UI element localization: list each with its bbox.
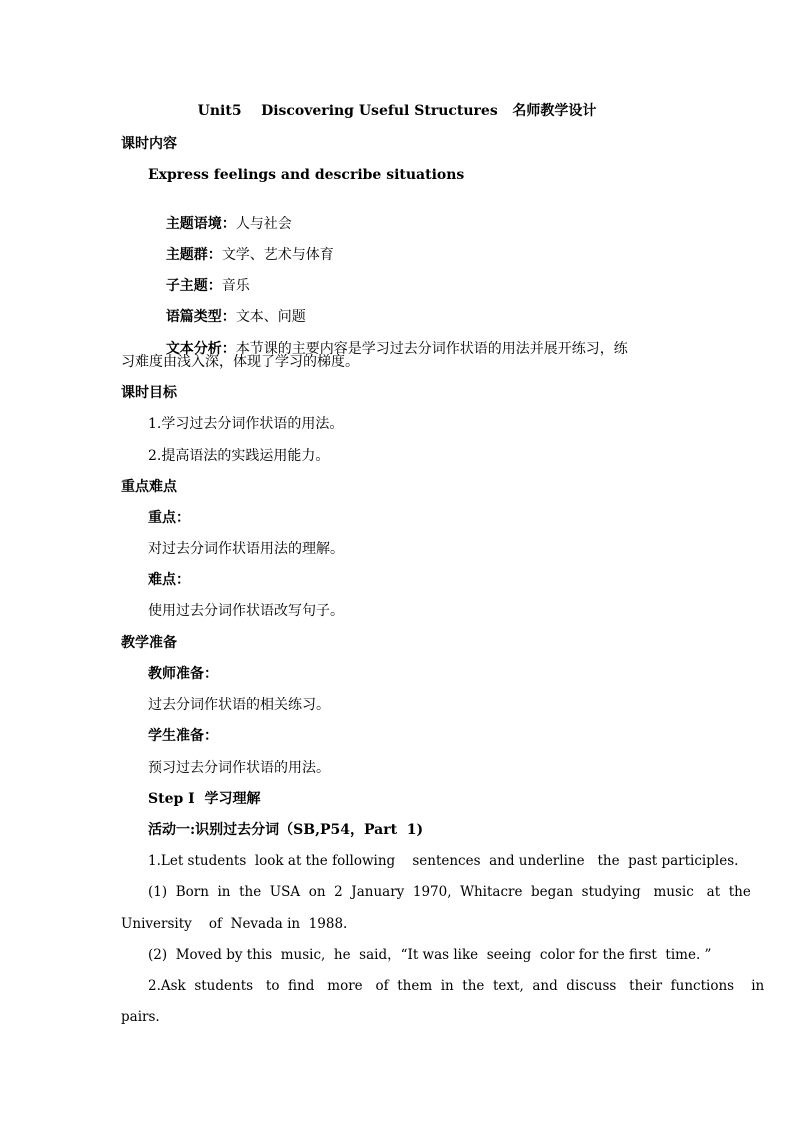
goal-item-2: 2.提高语法的实践运用能力。: [148, 448, 330, 464]
section-heading-content: 课时内容: [121, 136, 177, 152]
instruction-1: 1.Let students look at the following sentences and underline the past participles.: [148, 853, 739, 869]
document-title: Unit5 Discovering Useful Structures 名师教学设计: [197, 103, 597, 119]
difficult-point-value: 使用过去分词作状语改写句子。: [148, 603, 344, 619]
section-heading-key-points: 重点难点: [121, 479, 177, 495]
instruction-2-line1: 2.Ask students to find more of them in the text, and discuss their functions in: [148, 978, 765, 994]
difficult-point-label: 难点：: [148, 572, 190, 588]
genre-value: 文本、问题: [235, 309, 306, 325]
example-2: (2) Moved by this music, he said，“It was like seeing color for the first time. ”: [148, 947, 712, 963]
theme-context-value: 人与社会: [235, 216, 292, 232]
analysis-label: 文本分析：: [165, 341, 236, 357]
example-1-line1: (1) Born in the USA on 2 January 1970, Whitacre began studying music at the: [148, 884, 751, 900]
section-heading-preparation: 教学准备: [121, 635, 177, 651]
student-prep-value: 预习过去分词作状语的用法。: [148, 760, 330, 776]
teacher-prep-value: 过去分词作状语的相关练习。: [148, 697, 330, 713]
analysis-text-line1: 本节课的主要内容是学习过去分词作状语的用法并展开练习，练: [235, 341, 628, 357]
step-1-heading: Step I 学习理解: [148, 791, 261, 807]
theme-group-value: 文学、艺术与体育: [221, 247, 334, 263]
teacher-prep-label: 教师准备：: [148, 666, 218, 682]
instruction-2-line2: pairs.: [121, 1009, 160, 1025]
student-prep-label: 学生准备：: [148, 728, 218, 744]
activity-1-heading: 活动一:识别过去分词（SB,P54，Part 1): [148, 822, 424, 838]
theme-group-label: 主题群：: [165, 247, 222, 263]
theme-context-label: 主题语境：: [165, 216, 236, 232]
key-point-value: 对过去分词作状语用法的理解。: [148, 541, 344, 557]
genre-label: 语篇类型：: [165, 309, 236, 325]
subtopic-value: 音乐: [221, 278, 250, 294]
goal-item-1: 1.学习过去分词作状语的用法。: [148, 416, 344, 432]
analysis-text-line2: 习难度由浅入深，体现了学习的梯度。: [121, 354, 359, 370]
subtopic-label: 子主题：: [165, 278, 222, 294]
content-topic: Express feelings and describe situations: [148, 167, 465, 183]
section-heading-goals: 课时目标: [121, 385, 177, 401]
key-point-label: 重点：: [148, 510, 190, 526]
example-1-line2: University of Nevada in 1988.: [121, 916, 348, 932]
